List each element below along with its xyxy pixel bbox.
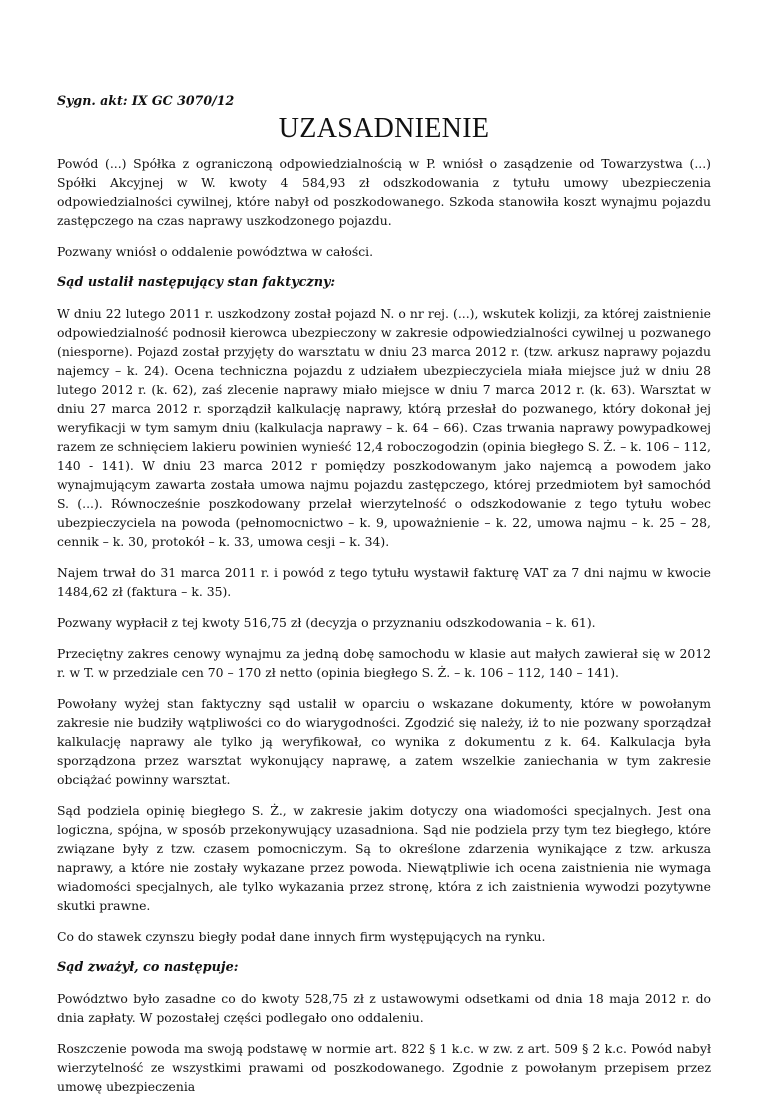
heading-court: Sąd zważył, co następuje:	[57, 960, 239, 975]
facts-paragraph-2: Najem trwał do 31 marca 2011 r. i powód z tego tytułu wystawił fakturę VAT za 7 dni najmu w kwocie 1484,62 zł (faktura – k. 35).	[57, 565, 711, 599]
case-signature: Sygn. akt: IX GC 3070/12	[57, 93, 235, 108]
facts-paragraph-1: W dniu 22 lutego 2011 r. uszkodzony został pojazd N. o nr rej. (...), wskutek kolizji, za której zaistnienie odpowiedzialność podnosił kierowca ubezpieczony w zakresie odpowiedzialności cywilnej u pozwanego (niesporne). Pojazd został przyjęty do warsztatu w dniu 23 marca 2012 r. (tzw. arkusz naprawy pojazdu najemcy – k. 24). Ocena techniczna pojazdu z udziałem ubezpieczyciela miała miejsce już w dniu 28 lutego 2012 r. (k. 62), zaś zlecenie naprawy miało miejsce w dniu 7 marca 2012 r. (k. 63). Warsztat w dniu 27 marca 2012 r. sporządził kalkulację naprawy, którą przesłał do pozwanego, który dokonał jej weryfikacji w tym samym dniu (kalkulacja naprawy – k. 64 – 66). Czas trwania naprawy powypadkowej razem ze schnięciem lakieru powinien wynieść 12,4 roboczogodzin (opinia biegłego S. Ż. – k. 106 – 112, 140 - 141). W dniu 23 marca 2012 r pomiędzy poszkodowanym jako najemcą a powodem jako wynajmującym zawarta została umowa najmu pojazdu zastępczego, której przedmiotem był samochód S. (...). Równocześnie poszkodowany przelał wierzytelność o odszkodowanie z tego tytułu wobec ubezpieczyciela na powoda (pełnomocnictwo – k. 9, upoważnienie – k. 22, umowa najmu – k. 25 – 28, cennik – k. 30, protokół – k. 33, umowa cesji – k. 34).	[57, 306, 711, 549]
court-paragraph-1: Powództwo było zasadne co do kwoty 528,75 zł z ustawowymi odsetkami od dnia 18 maja 2012 r. do dnia zapłaty. W pozostałej części podlegało ono oddaleniu.	[57, 991, 711, 1025]
facts-paragraph-4: Przeciętny zakres cenowy wynajmu za jedną dobę samochodu w klasie aut małych zawierał się w 2012 r. w T. w przedziale cen 70 – 170 zł netto (opinia biegłego S. Ż. – k. 106 – 112, 140 – 141).	[57, 646, 711, 680]
facts-paragraph-6: Sąd podziela opinię biegłego S. Ż., w zakresie jakim dotyczy ona wiadomości specjalnych. Jest ona logiczna, spójna, w sposób przekonywujący uzasadniona. Sąd nie podziela przy tym tez biegłego, które związane były z tzw. czasem pomocniczym. Są to określone zdarzenia wynikające z tzw. arkusza naprawy, a które nie zostały wykazane przez powoda. Niewątpliwie ich ocena zaistnienia nie wymaga wiadomości specjalnych, ale tylko wykazania przez stronę, która z ich zaistnienia wywodzi pozytywne skutki prawne.	[57, 803, 711, 913]
facts-paragraph-7: Co do stawek czynszu biegły podał dane innych firm występujących na rynku.	[57, 929, 546, 944]
court-paragraph-2: Roszczenie powoda ma swoją podstawę w normie art. 822 § 1 k.c. w zw. z art. 509 § 2 k.c. Powód nabył wierzytelność ze wszystkimi prawami od poszkodowanego. Zgodnie z powołanym przepisem przez umowę ubezpieczenia	[57, 1041, 711, 1094]
facts-paragraph-5: Powołany wyżej stan faktyczny sąd ustalił w oparciu o wskazane dokumenty, które w powołanym zakresie nie budziły wątpliwości co do wiarygodności. Zgodzić się należy, iż to nie pozwany sporządzał kalkulację naprawy ale tylko ją weryfikował, co wynika z dokumentu z k. 64. Kalkulacja była sporządzona przez warsztat wykonujący naprawę, a zatem wszelkie zaniechania w tym zakresie obciążać powinny warsztat.	[57, 696, 711, 787]
facts-paragraph-3: Pozwany wypłacił z tej kwoty 516,75 zł (decyzja o przyznaniu odszkodowania – k. 61).	[57, 615, 596, 630]
intro-paragraph-claim: Powód (...) Spółka z ograniczoną odpowiedzialnością w P. wniósł o zasądzenie od Towarzystwa (...) Spółki Akcyjnej w W. kwoty 4 584,93 zł odszkodowania z tytułu umowy ubezpieczenia odpowiedzialności cywilnej, które nabył od poszkodowanego. Szkoda stanowiła koszt wynajmu pojazdu zastępczego na czas naprawy uszkodzonego pojazdu.	[57, 156, 711, 228]
heading-facts: Sąd ustalił następujący stan faktyczny:	[57, 275, 336, 290]
document-title: UZASADNIENIE	[278, 113, 490, 144]
intro-paragraph-defense: Pozwany wniósł o oddalenie powództwa w całości.	[57, 244, 374, 259]
